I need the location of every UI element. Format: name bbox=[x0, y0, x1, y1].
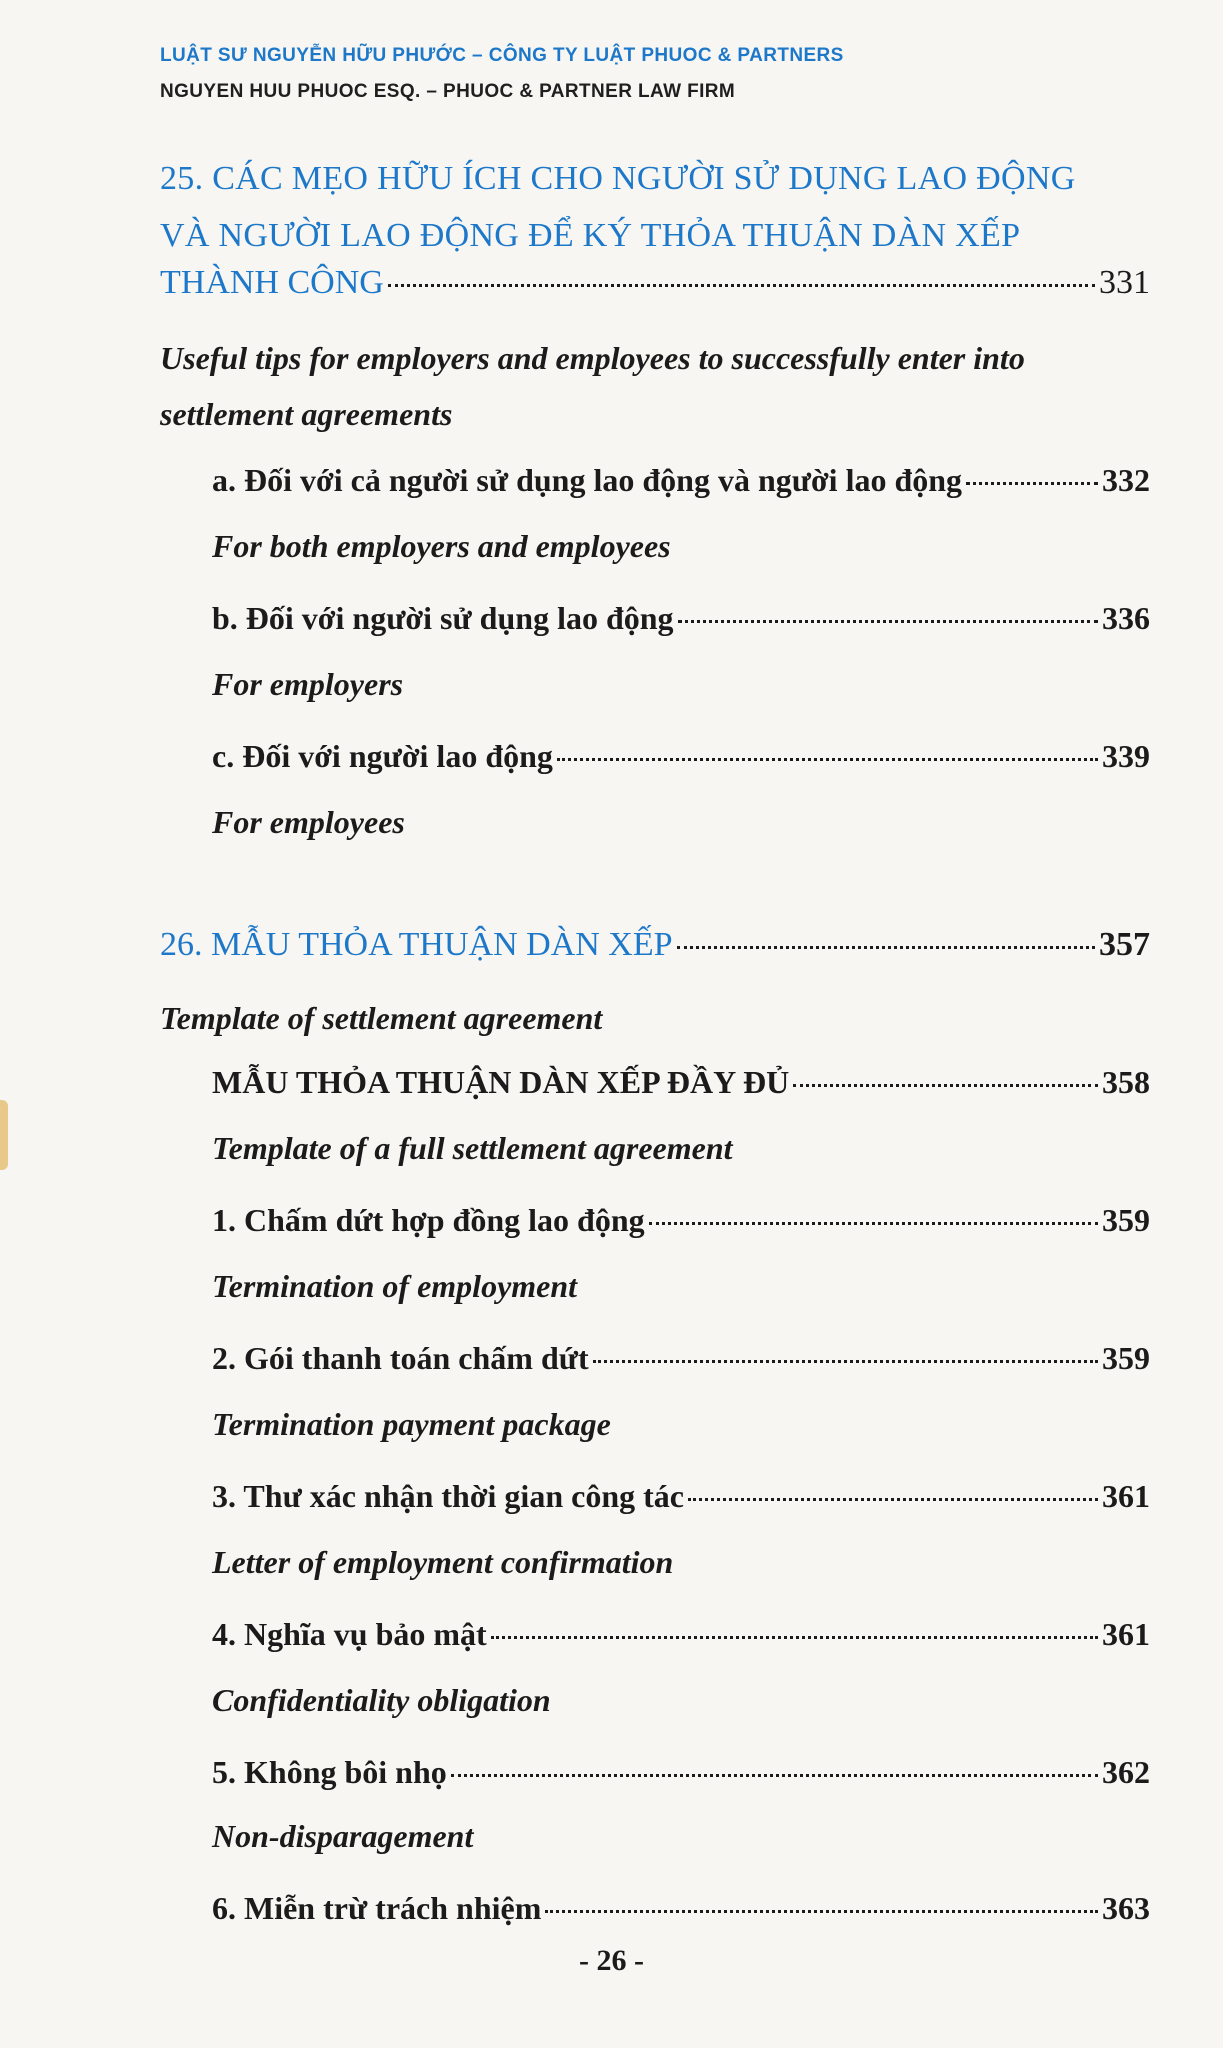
section-26-title-row bbox=[160, 926, 1150, 964]
toc-entry bbox=[212, 1890, 1150, 1927]
toc-entry bbox=[212, 738, 1150, 775]
toc-entry bbox=[212, 1202, 1150, 1239]
section-25-title-row3 bbox=[160, 264, 1150, 302]
toc-entry-title: 5. Không bôi nhọ bbox=[212, 1754, 447, 1790]
toc-entry bbox=[212, 1340, 1150, 1377]
toc-entry-title: 1. Chấm dứt hợp đồng lao động bbox=[212, 1202, 645, 1238]
leader-dots bbox=[388, 284, 1095, 287]
leader-dots bbox=[688, 1498, 1098, 1501]
toc-entry-title: MẪU THỎA THUẬN DÀN XẾP ĐẦY ĐỦ bbox=[212, 1064, 790, 1100]
leader-dots bbox=[451, 1774, 1098, 1777]
toc-entry-english: Termination of employment bbox=[212, 1268, 578, 1304]
toc-entry-english: Non-disparagement bbox=[212, 1818, 474, 1854]
toc-entry-title: a. Đối với cả người sử dụng lao động và người lao động bbox=[212, 462, 963, 498]
page-number: - 26 - bbox=[579, 1944, 644, 1977]
toc-entry-page: 361 bbox=[1102, 1478, 1150, 1514]
section-25-title-line2: VÀ NGƯỜI LAO ĐỘNG ĐỂ KÝ THỎA THUẬN DÀN XẾP bbox=[160, 217, 1021, 254]
toc-entry-title: 4. Nghĩa vụ bảo mật bbox=[212, 1616, 487, 1652]
leader-dots bbox=[557, 758, 1098, 761]
toc-entry-page: 361 bbox=[1102, 1616, 1150, 1652]
toc-entry-page: 362 bbox=[1102, 1754, 1150, 1790]
toc-entry bbox=[212, 1754, 1150, 1791]
section-25-english-title: Useful tips for employers and employees to successfully enter into settlement agreements bbox=[160, 340, 1025, 432]
header-line-vietnamese: LUẬT SƯ NGUYỄN HỮU PHƯỚC – CÔNG TY LUẬT PHUOC & PARTNERS bbox=[160, 45, 844, 66]
section-26-title: 26. MẪU THỎA THUẬN DÀN XẾP bbox=[160, 926, 673, 963]
running-header bbox=[160, 42, 844, 106]
toc-entry-title: 3. Thư xác nhận thời gian công tác bbox=[212, 1478, 684, 1514]
toc-entry-page: 332 bbox=[1102, 462, 1150, 498]
leader-dots bbox=[677, 946, 1095, 949]
toc-entry bbox=[212, 1616, 1150, 1653]
leader-dots bbox=[966, 482, 1098, 485]
toc-entry-english: Confidentiality obligation bbox=[212, 1682, 551, 1718]
toc-entry-page: 339 bbox=[1102, 738, 1150, 774]
toc-entry bbox=[212, 1478, 1150, 1515]
leader-dots bbox=[491, 1636, 1098, 1639]
toc-entry-page: 359 bbox=[1102, 1340, 1150, 1376]
section-25-title-line3: THÀNH CÔNG bbox=[160, 264, 384, 301]
toc-entry-title: 2. Gói thanh toán chấm dứt bbox=[212, 1340, 589, 1376]
toc-entry bbox=[212, 600, 1150, 637]
section-25-title bbox=[160, 150, 1150, 264]
section-26-english-title: Template of settlement agreement bbox=[160, 1000, 603, 1036]
section-25-title-line1: 25. CÁC MẸO HỮU ÍCH CHO NGƯỜI SỬ DỤNG LAO ĐỘNG bbox=[160, 160, 1076, 197]
toc-entry-title: b. Đối với người sử dụng lao động bbox=[212, 600, 674, 636]
toc-entry-english: For both employers and employees bbox=[212, 528, 671, 564]
toc-entry bbox=[212, 1064, 1150, 1101]
leader-dots bbox=[545, 1910, 1098, 1913]
toc-entry-title: 6. Miễn trừ trách nhiệm bbox=[212, 1890, 542, 1926]
toc-entry-page: 336 bbox=[1102, 600, 1150, 636]
header-line-english: NGUYEN HUU PHUOC ESQ. – PHUOC & PARTNER LAW FIRM bbox=[160, 81, 736, 102]
toc-entry-english: For employers bbox=[212, 666, 404, 702]
toc-entry-english: Template of a full settlement agreement bbox=[212, 1130, 733, 1166]
toc-entry-title: c. Đối với người lao động bbox=[212, 738, 553, 774]
binding-edge bbox=[0, 1100, 8, 1170]
toc-entry-english: Termination payment package bbox=[212, 1406, 611, 1442]
leader-dots bbox=[649, 1222, 1098, 1225]
leader-dots bbox=[593, 1360, 1098, 1363]
toc-entry-english: Letter of employment confirmation bbox=[212, 1544, 674, 1580]
section-25-page: 331 bbox=[1099, 264, 1150, 301]
toc-entry-english: For employees bbox=[212, 804, 405, 840]
toc-entry-page: 359 bbox=[1102, 1202, 1150, 1238]
leader-dots bbox=[793, 1084, 1098, 1087]
leader-dots bbox=[678, 620, 1098, 623]
toc-entry-page: 363 bbox=[1102, 1890, 1150, 1926]
toc-entry bbox=[212, 462, 1150, 499]
toc-entry-page: 358 bbox=[1102, 1064, 1150, 1100]
section-26-page: 357 bbox=[1099, 926, 1150, 963]
